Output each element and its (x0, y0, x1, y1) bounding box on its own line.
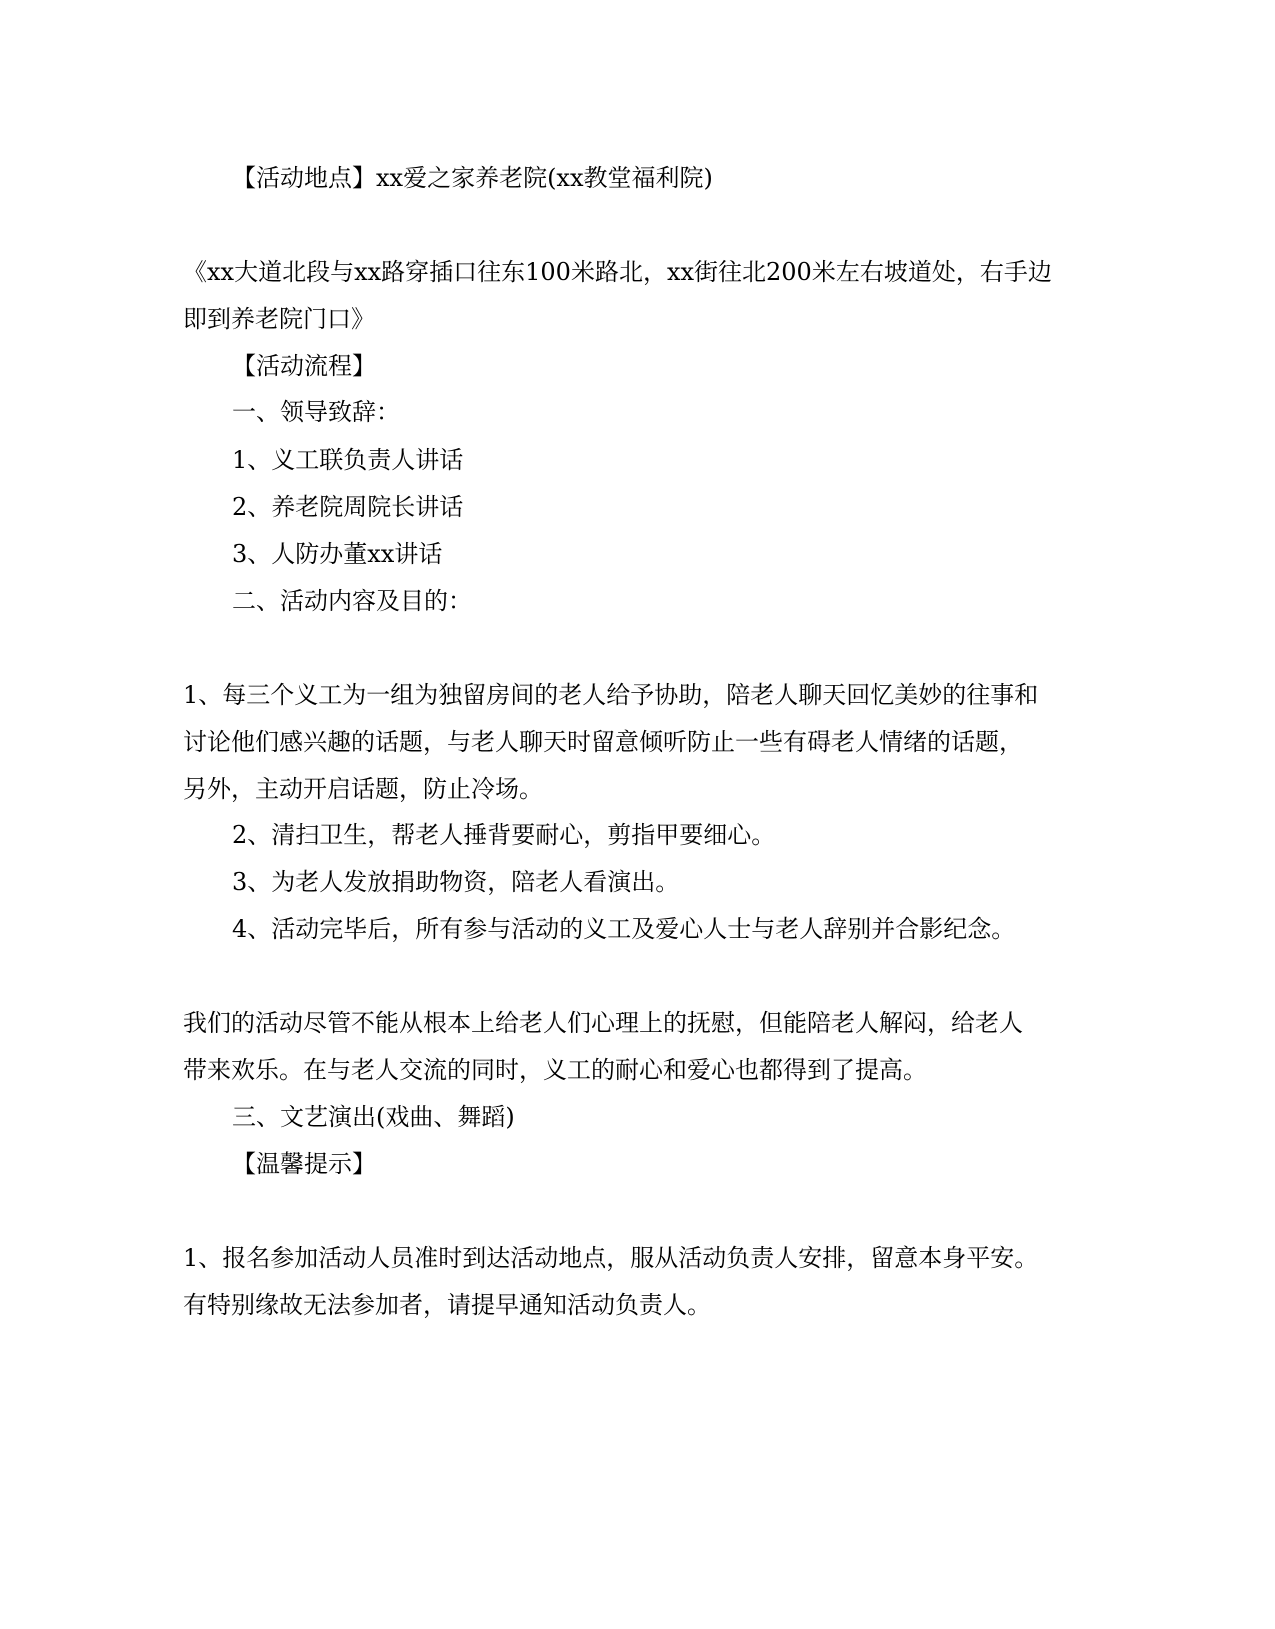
list-item: 3、人防办董xx讲话 (232, 540, 443, 568)
activity-process-heading: 【活动流程】 (232, 352, 376, 380)
paragraph-line: 1、每三个义工为一组为独留房间的老人给予协助，陪老人聊天回忆美妙的往事和 (183, 681, 1039, 709)
tips-heading: 【温馨提示】 (232, 1150, 376, 1178)
list-item: 2、养老院周院长讲话 (232, 493, 464, 521)
list-item: 3、为老人发放捐助物资，陪老人看演出。 (232, 868, 680, 896)
paragraph-line: 我们的活动尽管不能从根本上给老人们心理上的抚慰，但能陪老人解闷，给老人 (183, 1009, 1023, 1037)
list-item: 1、义工联负责人讲话 (232, 446, 464, 474)
list-item: 2、清扫卫生，帮老人捶背要耐心，剪指甲要细心。 (232, 821, 776, 849)
address-line-1: 《xx大道北段与xx路穿插口往东100米路北，xx街往北200米左右坡道处，右手边 (183, 258, 1052, 286)
address-line-2: 即到养老院门口》 (183, 305, 375, 333)
activity-location-heading: 【活动地点】xx爱之家养老院(xx教堂福利院) (232, 164, 713, 192)
section-one-heading: 一、领导致辞： (232, 398, 400, 426)
section-three-heading: 三、文艺演出(戏曲、舞蹈) (232, 1103, 515, 1131)
list-item: 4、活动完毕后，所有参与活动的义工及爱心人士与老人辞别并合影纪念。 (232, 915, 1016, 943)
paragraph-line: 另外，主动开启话题，防止冷场。 (183, 775, 543, 803)
paragraph-line: 1、报名参加活动人员准时到达活动地点，服从活动负责人安排，留意本身平安。 (183, 1244, 1039, 1272)
paragraph-line: 讨论他们感兴趣的话题，与老人聊天时留意倾听防止一些有碍老人情绪的话题， (183, 728, 1023, 756)
section-two-heading: 二、活动内容及目的： (232, 587, 472, 615)
paragraph-line: 有特别缘故无法参加者，请提早通知活动负责人。 (183, 1291, 711, 1319)
paragraph-line: 带来欢乐。在与老人交流的同时，义工的耐心和爱心也都得到了提高。 (183, 1056, 927, 1084)
